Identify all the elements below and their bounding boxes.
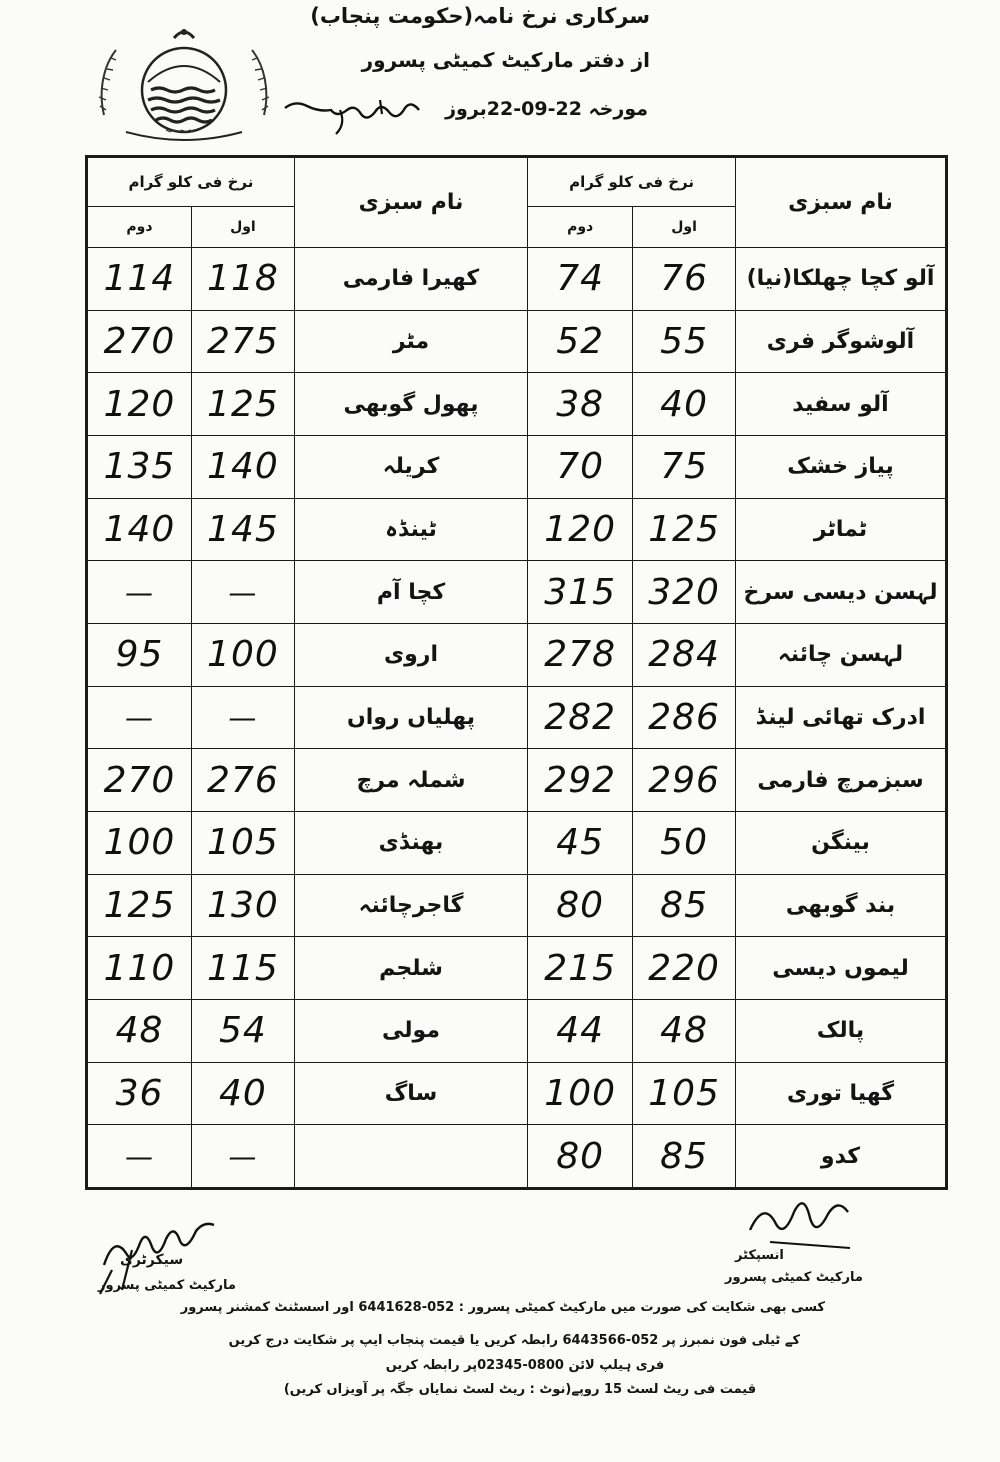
rate-first-right: 125 xyxy=(633,498,736,561)
rate-first-right: 284 xyxy=(633,623,736,686)
second-header-right: دوم xyxy=(528,207,633,248)
rate-first-left: 54 xyxy=(191,999,294,1062)
table-row xyxy=(88,937,946,1000)
document-date: مورخہ 22-09-22بروز xyxy=(445,98,648,120)
rate-first-left: 105 xyxy=(191,811,294,874)
table-row xyxy=(88,623,946,686)
vegetable-name-left: اروی xyxy=(294,623,527,686)
rate-first-left: 115 xyxy=(191,937,294,1000)
vegetable-name-right: آلو سفید xyxy=(736,373,946,436)
rate-second-right: 282 xyxy=(528,686,633,749)
vegetable-name-left: پھلیاں رواں xyxy=(294,686,527,749)
rate-second-left: — xyxy=(88,1125,192,1188)
vegetable-name-left: شملہ مرچ xyxy=(294,749,527,812)
vegetable-name-right: لیموں دیسی xyxy=(736,937,946,1000)
table-row xyxy=(88,1125,946,1188)
document-title: سرکاری نرخ نامہ(حکومت پنجاب) xyxy=(310,4,650,28)
rate-first-left: 118 xyxy=(191,248,294,311)
rate-second-left: — xyxy=(88,686,192,749)
vegetable-name-right: آلو کچا چھلکا(نیا) xyxy=(736,248,946,311)
vegetable-name-right: پالک xyxy=(736,999,946,1062)
vegetable-name-left: مولی xyxy=(294,999,527,1062)
rate-first-left: 130 xyxy=(191,874,294,937)
rate-first-right: 220 xyxy=(633,937,736,1000)
secretary-title: سیکرٹری xyxy=(120,1252,184,1268)
rate-second-left: 114 xyxy=(88,248,192,311)
inspector-org: مارکیٹ کمیٹی پسرور xyxy=(725,1270,863,1285)
table-row xyxy=(88,749,946,812)
rate-second-right: 215 xyxy=(528,937,633,1000)
vegetable-name-left: بھنڈی xyxy=(294,811,527,874)
rate-first-right: 48 xyxy=(633,999,736,1062)
rate-second-right: 80 xyxy=(528,1125,633,1188)
rate-second-right: 70 xyxy=(528,435,633,498)
rate-first-right: 40 xyxy=(633,373,736,436)
rate-first-right: 85 xyxy=(633,874,736,937)
rate-second-left: 135 xyxy=(88,435,192,498)
secretary-org: مارکیٹ کمیٹی پسرور xyxy=(98,1278,236,1293)
rate-second-left: 125 xyxy=(88,874,192,937)
vegetable-name-left xyxy=(294,1125,527,1188)
table-row xyxy=(88,811,946,874)
vegetable-name-right: پیاز خشک xyxy=(736,435,946,498)
vegetable-name-right: گھیا توری xyxy=(736,1062,946,1125)
rate-second-left: — xyxy=(88,561,192,624)
rate-second-left: 95 xyxy=(88,623,192,686)
rate-second-right: 120 xyxy=(528,498,633,561)
rate-second-right: 44 xyxy=(528,999,633,1062)
rate-first-right: 105 xyxy=(633,1062,736,1125)
rate-first-left: 100 xyxy=(191,623,294,686)
rate-second-left: 100 xyxy=(88,811,192,874)
rate-first-left: 125 xyxy=(191,373,294,436)
rate-first-right: 50 xyxy=(633,811,736,874)
complaint-notice-line1: کسی بھی شکایت کی صورت میں مارکیٹ کمیٹی پسرور : 052-6441628 اور اسسٹنٹ کمشنر پسرور xyxy=(180,1300,825,1315)
rate-first-left: — xyxy=(191,1125,294,1188)
rate-second-right: 292 xyxy=(528,749,633,812)
vegetable-name-left: کریلہ xyxy=(294,435,527,498)
rate-header-left: نرخ فی کلو گرام xyxy=(88,158,295,207)
table-row xyxy=(88,1062,946,1125)
rate-first-left: — xyxy=(191,561,294,624)
vegetable-name-right: لہسن چائنہ xyxy=(736,623,946,686)
rate-second-left: 110 xyxy=(88,937,192,1000)
rate-second-right: 315 xyxy=(528,561,633,624)
rate-first-right: 76 xyxy=(633,248,736,311)
rate-first-right: 296 xyxy=(633,749,736,812)
rate-second-right: 74 xyxy=(528,248,633,311)
vegetable-name-left: ساگ xyxy=(294,1062,527,1125)
vegetable-name-left: ٹینڈہ xyxy=(294,498,527,561)
issuing-office: از دفتر مارکیٹ کمیٹی پسرور xyxy=(361,48,650,72)
rate-second-left: 270 xyxy=(88,749,192,812)
inspector-title: انسپکٹر xyxy=(735,1248,784,1263)
vegetable-name-right: بینگن xyxy=(736,811,946,874)
rate-header-right: نرخ فی کلو گرام xyxy=(528,158,736,207)
rate-second-right: 100 xyxy=(528,1062,633,1125)
vegetable-name-right: کدو xyxy=(736,1125,946,1188)
rate-first-right: 85 xyxy=(633,1125,736,1188)
rate-first-left: 145 xyxy=(191,498,294,561)
rate-first-right: 320 xyxy=(633,561,736,624)
vegetable-name-right: لہسن دیسی سرخ xyxy=(736,561,946,624)
first-header-left: اول xyxy=(191,207,294,248)
price-note: قیمت فی ریٹ لسٹ 15 روپے(نوٹ : ریٹ لسٹ نمایاں جگہ پر آویزاں کریں) xyxy=(283,1382,757,1397)
helpline-notice: فری ہیلپ لائن 0800-02345پر رابطہ کریں xyxy=(385,1358,665,1373)
rate-second-left: 140 xyxy=(88,498,192,561)
rate-first-right: 75 xyxy=(633,435,736,498)
vegetable-name-right: ادرک تھائی لینڈ xyxy=(736,686,946,749)
vegetable-name-right: آلوشوگر فری xyxy=(736,310,946,373)
rate-second-left: 48 xyxy=(88,999,192,1062)
table-row xyxy=(88,874,946,937)
table-row xyxy=(88,373,946,436)
name-header-left: نام سبزی xyxy=(294,158,527,248)
rate-second-right: 80 xyxy=(528,874,633,937)
table-row xyxy=(88,248,946,311)
vegetable-name-left: شلجم xyxy=(294,937,527,1000)
rate-first-left: 40 xyxy=(191,1062,294,1125)
rate-first-right: 286 xyxy=(633,686,736,749)
vegetable-name-left: کچا آم xyxy=(294,561,527,624)
second-header-left: دوم xyxy=(88,207,192,248)
table-row xyxy=(88,686,946,749)
table-row xyxy=(88,498,946,561)
table-row xyxy=(88,310,946,373)
vegetable-name-left: کھیرا فارمی xyxy=(294,248,527,311)
rate-second-left: 270 xyxy=(88,310,192,373)
punjab-emblem-logo xyxy=(96,20,272,150)
vegetable-name-right: سبزمرچ فارمی xyxy=(736,749,946,812)
rate-second-left: 36 xyxy=(88,1062,192,1125)
rate-second-right: 38 xyxy=(528,373,633,436)
rate-first-left: — xyxy=(191,686,294,749)
rate-second-right: 52 xyxy=(528,310,633,373)
name-header-right: نام سبزی xyxy=(736,158,946,248)
vegetable-rate-table xyxy=(85,155,948,1190)
table-row xyxy=(88,561,946,624)
vegetable-name-left: مٹر xyxy=(294,310,527,373)
first-header-right: اول xyxy=(633,207,736,248)
rate-first-left: 140 xyxy=(191,435,294,498)
vegetable-name-left: پھول گوبھی xyxy=(294,373,527,436)
rate-second-left: 120 xyxy=(88,373,192,436)
table-row xyxy=(88,435,946,498)
vegetable-name-left: گاجرچائنہ xyxy=(294,874,527,937)
complaint-notice-line2: کے ٹیلی فون نمبرز پر 052-6443566 رابطہ کریں یا قیمت پنجاب ایپ پر شکایت درج کریں xyxy=(228,1333,800,1348)
rate-first-left: 276 xyxy=(191,749,294,812)
rate-first-left: 275 xyxy=(191,310,294,373)
handwritten-day xyxy=(280,88,430,138)
rate-first-right: 55 xyxy=(633,310,736,373)
table-row xyxy=(88,999,946,1062)
vegetable-name-right: بند گوبھی xyxy=(736,874,946,937)
rate-second-right: 278 xyxy=(528,623,633,686)
rate-second-right: 45 xyxy=(528,811,633,874)
vegetable-name-right: ٹماٹر xyxy=(736,498,946,561)
